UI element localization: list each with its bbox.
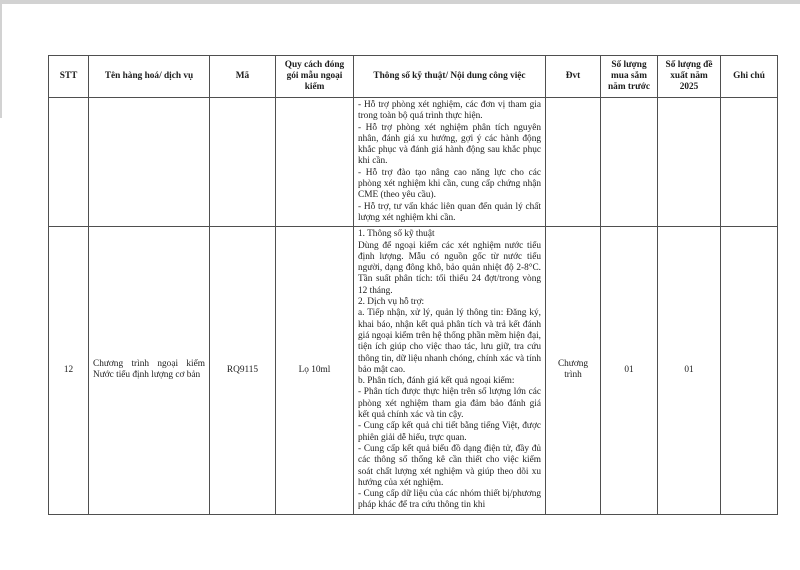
cell-ghi-chu	[721, 227, 778, 514]
cell-stt	[49, 98, 89, 227]
cell-stt: 12	[49, 227, 89, 514]
col-header-stt: STT	[49, 56, 89, 98]
spec-paragraph: - Cung cấp dữ liệu của các nhóm thiết bị/phương pháp khác để tra cứu thông tin khi	[358, 489, 541, 511]
spec-paragraph: - Hỗ trợ, tư vấn khác liên quan đến quản lý chất lượng xét nghiệm khi cần.	[358, 201, 541, 223]
table-row-continuation	[49, 98, 778, 227]
cell-so-luong-2025	[658, 98, 721, 227]
page-left-edge	[0, 4, 2, 118]
spec-paragraph: - Cung cấp kết quả biểu đồ dạng điện tử, đầy đủ các thông số thống kê cần thiết cho việc kiểm soát chất lượng xét nghiệm và giúp theo dõi xu hướng của xét nghiệm.	[358, 443, 541, 488]
spec-paragraph: - Hỗ trợ phòng xét nghiệm, các đơn vị tham gia trong toàn bộ quá trình thực hiện.	[358, 100, 541, 122]
procurement-table	[48, 55, 778, 515]
cell-dvt: Chương trình	[546, 227, 601, 514]
spec-paragraph: - Hỗ trợ phòng xét nghiệm phân tích nguyên nhân, đánh giá xu hướng, gợi ý các hành động khắc phục và đánh giá hành động sau khắc phục khi cần.	[358, 122, 541, 167]
cell-ghi-chu	[721, 98, 778, 227]
cell-quy-cach	[276, 98, 354, 227]
col-header-thong-so: Thông số kỹ thuật/ Nội dung công việc	[354, 56, 546, 98]
col-header-ten-hang-hoa: Tên hàng hoá/ dịch vụ	[89, 56, 210, 98]
cell-so-luong-2025: 01	[658, 227, 721, 514]
cell-ma: RQ9115	[210, 227, 276, 514]
cell-so-luong-truoc	[601, 98, 658, 227]
col-header-quy-cach: Quy cách đóng gói mẫu ngoại kiểm	[276, 56, 354, 98]
spec-paragraph: - Phân tích được thực hiện trên số lượng lớn các phòng xét nghiệm tham gia đảm bảo đánh giá kết quả chính xác và tin cậy.	[358, 387, 541, 421]
cell-so-luong-truoc: 01	[601, 227, 658, 514]
cell-thong-so	[354, 98, 546, 227]
col-header-dvt: Đvt	[546, 56, 601, 98]
spec-paragraph: 1. Thông số kỹ thuật	[358, 229, 435, 240]
cell-quy-cach: Lọ 10ml	[276, 227, 354, 514]
col-header-so-luong-2025: Số lượng đề xuất năm 2025	[658, 56, 721, 98]
spec-paragraph: - Cung cấp kết quả chi tiết bằng tiếng Việt, được phiên giải dễ hiểu, trực quan.	[358, 421, 541, 443]
page-top-edge	[0, 0, 800, 4]
spec-paragraph: b. Phân tích, đánh giá kết quả ngoại kiểm:	[358, 376, 515, 387]
col-header-ghi-chu: Ghi chú	[721, 56, 778, 98]
cell-ten-hang-hoa: Chương trình ngoại kiểm Nước tiểu định lượng cơ bản	[89, 227, 210, 514]
table-header-row	[49, 56, 778, 98]
spec-paragraph: a. Tiếp nhận, xử lý, quản lý thông tin: Đăng ký, khai báo, nhận kết quả phân tích và trả kết đánh giá ngoại kiểm trên hệ thống phần mềm hiện đại, tiện ích giúp cho việc thao tác, lưu giữ, tra cứu thông tin, dữ liệu nhanh chóng, chính xác và tính bảo mật cao.	[358, 308, 541, 375]
cell-thong-so	[354, 227, 546, 514]
col-header-so-luong-truoc: Số lượng mua sắm năm trước	[601, 56, 658, 98]
table-row-item-12	[49, 227, 778, 514]
spec-paragraph: Dùng để ngoại kiểm các xét nghiệm nước tiểu định lượng. Mẫu có nguồn gốc từ nước tiểu người, dạng đông khô, bảo quản nhiệt độ 2-8°C. Tần suất phân tích: tối thiểu 24 đợt/trong vòng 12 tháng.	[358, 240, 541, 296]
spec-paragraph: - Hỗ trợ đào tạo nâng cao năng lực cho các phòng xét nghiệm khi cần, cung cấp chứng nhận CME (theo yêu cầu).	[358, 167, 541, 201]
cell-dvt	[546, 98, 601, 227]
cell-ten-hang-hoa	[89, 98, 210, 227]
col-header-ma: Mã	[210, 56, 276, 98]
spec-paragraph: 2. Dịch vụ hỗ trợ:	[358, 297, 425, 308]
cell-ma	[210, 98, 276, 227]
